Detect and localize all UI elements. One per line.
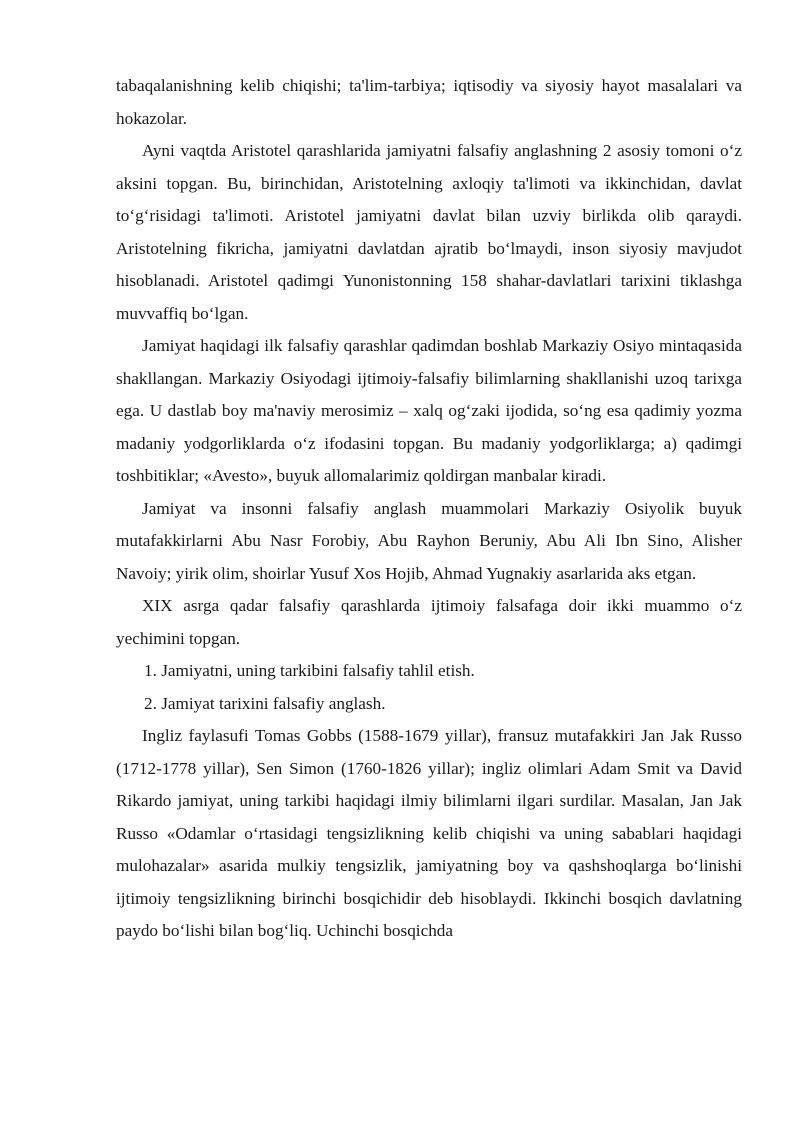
list-item-2: 2. Jamiyat tarixini falsafiy anglash.	[144, 693, 386, 713]
paragraph-aristotle: Ayni vaqtda Aristotel qarashlarida jamiyatni falsafiy anglashning 2 asosiy tomoni o‘z aksini topgan. Bu, birinchidan, Aristotelning axloqiy ta'limoti va ikkinchidan, davlat to‘g‘risidagi ta'limoti. Aristotel jamiyatni davlat bilan uzviy birlikda olib qaraydi. Aristotelning fikricha, jamiyatni davlatdan ajratib bo‘lmaydi, inson siyosiy mavjudot hisoblanadi. Aristotel qadimgi Yunonistonning 158 shahar-davlatlari tarixini tiklashga muvvaffiq bo‘lgan.	[116, 141, 742, 323]
paragraph-central-asia: Jamiyat haqidagi ilk falsafiy qarashlar qadimdan boshlab Markaziy Osiyo mintaqasida shakllangan. Markaziy Osiyodagi ijtimoiy-falsafiy bilimlarning shakllanishi uzoq tarixga ega. U dastlab boy ma'naviy merosimiz – xalq og‘zaki ijodida, so‘ng esa qadimiy yozma madaniy yodgorliklarda o‘z ifodasini topgan. Bu madaniy yodgorliklarga; a) qadimgi toshbitiklar; «Avesto», buyuk allomalarimiz qoldirgan manbalar kiradi.	[116, 336, 742, 485]
document-body	[116, 70, 742, 948]
paragraph-thinkers: Jamiyat va insonni falsafiy anglash muammolari Markaziy Osiyolik buyuk mutafakkirlarni Abu Nasr Forobiy, Abu Rayhon Beruniy, Abu Ali Ibn Sino, Alisher Navoiy; yirik olim, shoirlar Yusuf Xos Hojib, Ahmad Yugnakiy asarlarida aks etgan.	[116, 498, 742, 583]
paragraph-european-thinkers: Ingliz faylasufi Tomas Gobbs (1588-1679 yillar), fransuz mutafakkiri Jan Jak Russo (1712-1778 yillar), Sen Simon (1760-1826 yillar); ingliz olimlari Adam Smit va David Rikardo jamiyat, uning tarkibi haqidagi ilmiy bilimlarni ilgari surdilar. Masalan, Jan Jak Russo «Odamlar o‘rtasidagi tengsizlikning kelib chiqishi va uning sabablari haqidagi mulohazalar» asarida mulkiy tengsizlik, jamiyatning boy va qashshoqlarga bo‘linishi ijtimoiy tengsizlikning birinchi bosqichidir deb hisoblaydi. Ikkinchi bosqich davlatning paydo bo‘lishi bilan bog‘liq. Uchinchi bosqichda	[116, 726, 742, 940]
paragraph-xix-century: XIX asrga qadar falsafiy qarashlarda ijtimoiy falsafaga doir ikki muammo o‘z yechimini topgan.	[116, 596, 742, 648]
list-item-1: 1. Jamiyatni, uning tarkibini falsafiy tahlil etish.	[144, 661, 475, 680]
paragraph-continuation: tabaqalanishning kelib chiqishi; ta'lim-tarbiya; iqtisodiy va siyosiy hayot masalalari va hokazolar.	[116, 76, 742, 128]
